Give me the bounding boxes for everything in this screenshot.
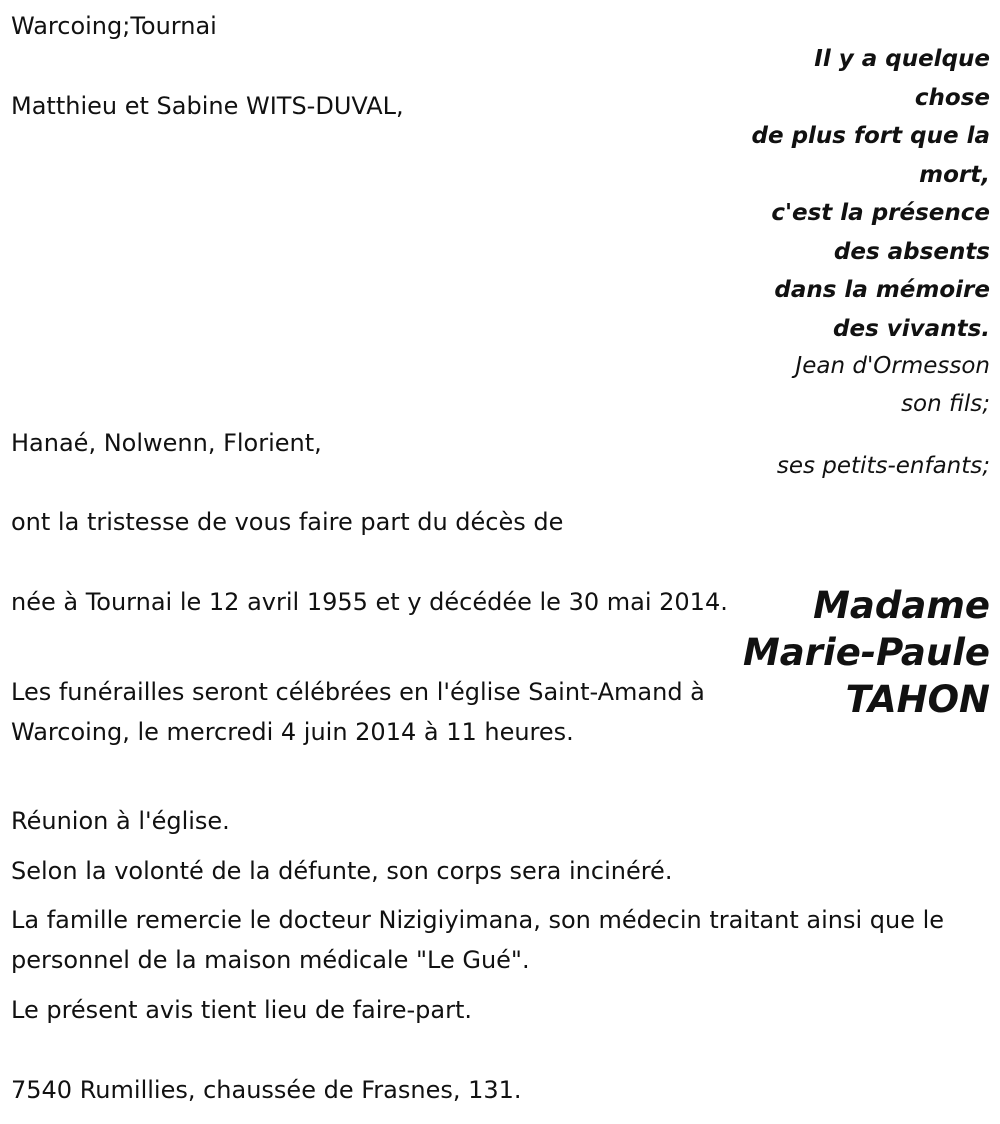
funeral-text: Les funérailles seront célébrées en l'église Saint-Amand à Warcoing, le mercredi 4 juin 2014 à 11 heures. bbox=[11, 678, 705, 746]
quote-line: mort, bbox=[919, 161, 990, 188]
parents-names: Matthieu et Sabine WITS-DUVAL, bbox=[11, 92, 404, 120]
quote-author: Jean d'Ormesson bbox=[795, 353, 990, 379]
quote-line: des vivants. bbox=[833, 315, 990, 342]
quote-line: Il y a quelque bbox=[814, 46, 990, 72]
grandchildren-names: Hanaé, Nolwenn, Florient, bbox=[11, 429, 322, 457]
thanks-text: La famille remercie le docteur Nizigiyimana, son médecin traitant ainsi que le personnel de la maison médicale "Le Gué". bbox=[11, 906, 945, 974]
quote-line: dans la mémoire bbox=[774, 277, 990, 303]
deceased-last-name: TAHON bbox=[845, 678, 990, 721]
meeting-text: Réunion à l'église. bbox=[11, 807, 230, 835]
notice-text: Le présent avis tient lieu de faire-part. bbox=[11, 996, 473, 1024]
cremation-text: Selon la volonté de la défunte, son corps sera incinéré. bbox=[11, 857, 673, 885]
birth-death-text: née à Tournai le 12 avril 1955 et y décédée le 30 mai 2014. bbox=[11, 588, 728, 616]
quote-line: c'est la présence bbox=[771, 200, 990, 226]
announcement-text: ont la tristesse de vous faire part du décès de bbox=[11, 508, 564, 536]
deceased-title: Madame bbox=[813, 584, 990, 627]
relation-grandchildren: ses petits-enfants; bbox=[776, 453, 990, 479]
address-text: 7540 Rumillies, chaussée de Frasnes, 131. bbox=[11, 1076, 522, 1104]
place-heading: Warcoing;Tournai bbox=[11, 12, 217, 40]
relation-son: son fils; bbox=[901, 391, 990, 417]
quote-line: de plus fort que la bbox=[751, 123, 990, 149]
quote-line: des absents bbox=[833, 238, 990, 265]
quote-block bbox=[730, 40, 990, 348]
deceased-first-name: Marie-Paule bbox=[742, 631, 990, 674]
deceased-name bbox=[743, 582, 990, 723]
quote-line: chose bbox=[914, 84, 990, 111]
